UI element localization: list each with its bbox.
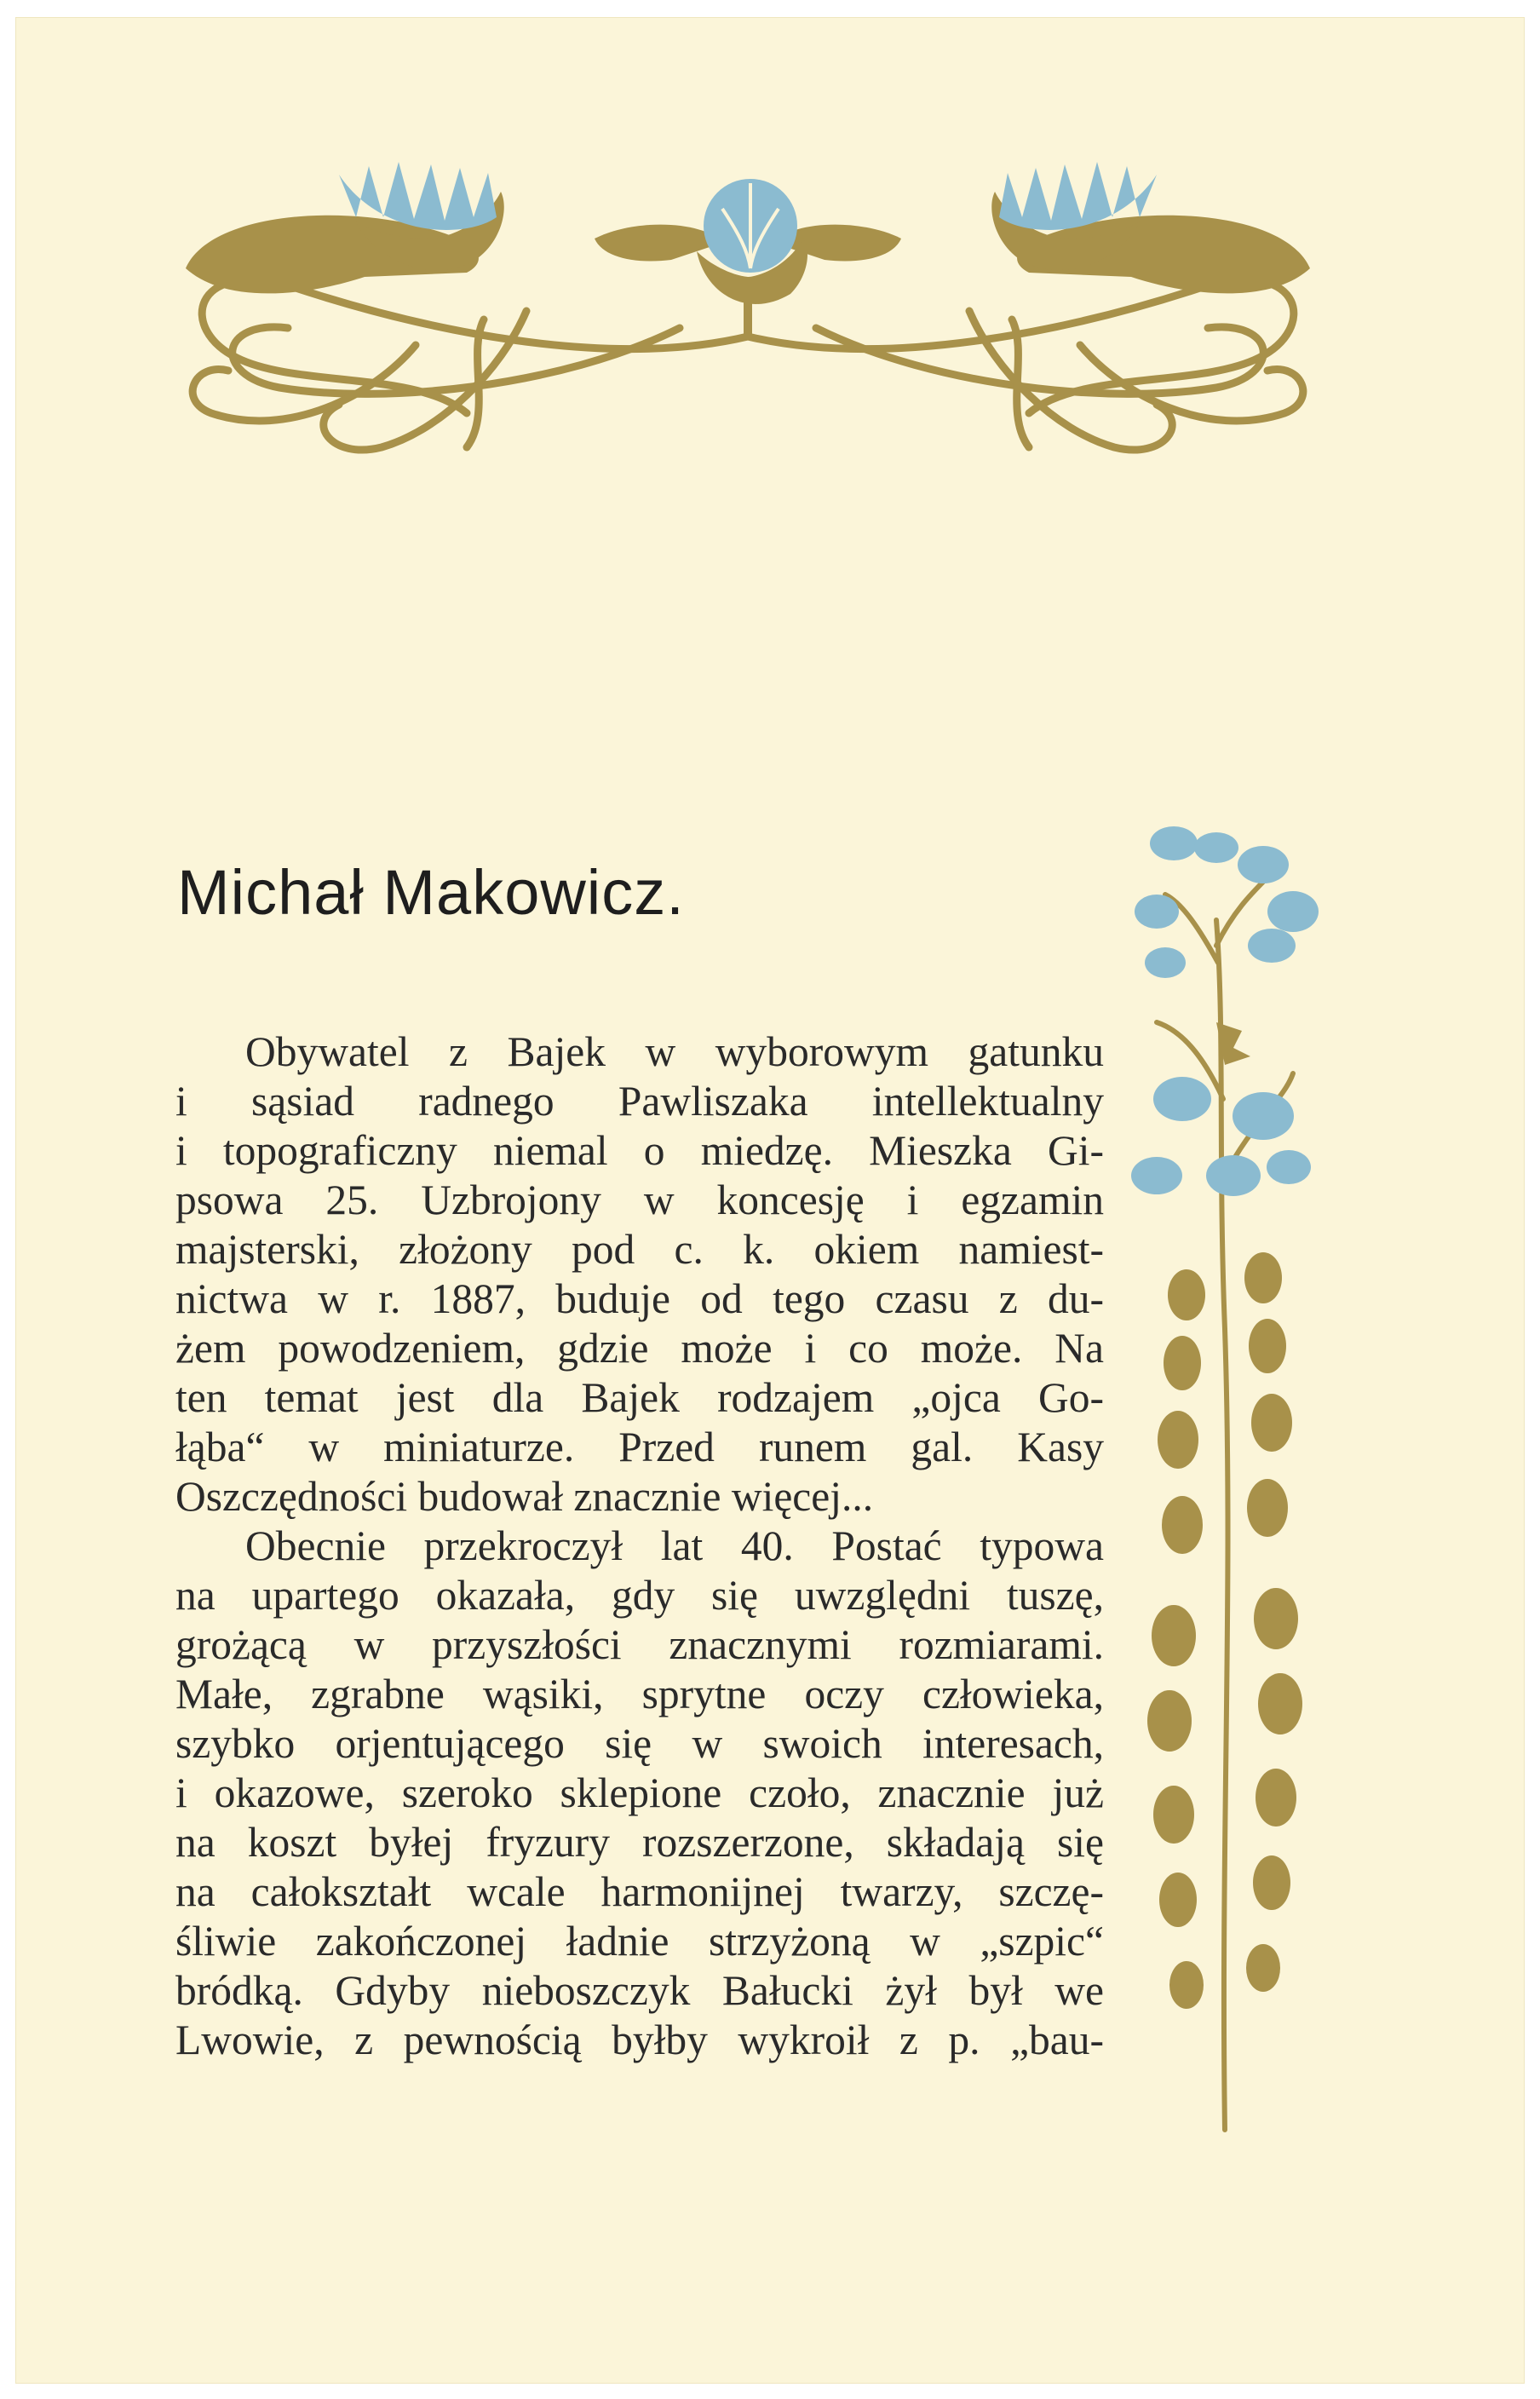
text-line: grożącą w przyszłości znacznymi rozmiarami. [175, 1621, 1104, 1668]
text-line: majsterski, złożony pod c. k. okiem namiest- [175, 1226, 1104, 1273]
text-line: psowa 25. Uzbrojony w koncesję i egzamin [175, 1176, 1104, 1223]
text-line: bródką. Gdyby nieboszczyk Bałucki żył był we [175, 1967, 1104, 2014]
article-body [175, 1027, 1104, 2065]
text-line: i sąsiad radnego Pawliszaka intellektualny [175, 1078, 1104, 1125]
text-line: łąba“ w miniaturze. Przed runem gal. Kasy [175, 1424, 1104, 1470]
water-lily-ornament-icon [160, 158, 1336, 490]
text-line: nictwa w r. 1887, buduje od tego czasu z du- [175, 1275, 1104, 1322]
text-line: żem powodzeniem, gdzie może i co może. Na [175, 1325, 1104, 1372]
page-title: Michał Makowicz. [177, 857, 685, 928]
book-page [15, 17, 1525, 2384]
text-line: na koszt byłej fryzury rozszerzone, składają się [175, 1819, 1104, 1866]
text-line: Obecnie przekroczył lat 40. Postać typowa [245, 1522, 1104, 1569]
text-line: ten temat jest dla Bajek rodzajem „ojca Go- [175, 1374, 1104, 1421]
text-line: Oszczędności budował znacznie więcej... [175, 1473, 874, 1520]
text-line: Małe, zgrabne wąsiki, sprytne oczy człowieka, [175, 1671, 1104, 1717]
text-line: na upartego okazała, gdy się uwzględni tuszę, [175, 1572, 1104, 1619]
text-line: Obywatel z Bajek w wyborowym gatunku [245, 1028, 1104, 1075]
text-line: szybko orjentującego się w swoich interesach, [175, 1720, 1104, 1767]
text-line: śliwie zakończonej ładnie strzyżoną w „szpic“ [175, 1918, 1104, 1965]
flowering-plant-ornament-icon [1123, 818, 1344, 2147]
text-line: i okazowe, szeroko sklepione czoło, znacznie już [175, 1769, 1104, 1816]
text-line: na całokształt wcale harmonijnej twarzy, szczę- [175, 1868, 1104, 1915]
text-line: Lwowie, z pewnością byłby wykroił z p. „bau- [175, 2016, 1104, 2063]
text-line: i topograficzny niemal o miedzę. Mieszka Gi- [175, 1127, 1104, 1174]
